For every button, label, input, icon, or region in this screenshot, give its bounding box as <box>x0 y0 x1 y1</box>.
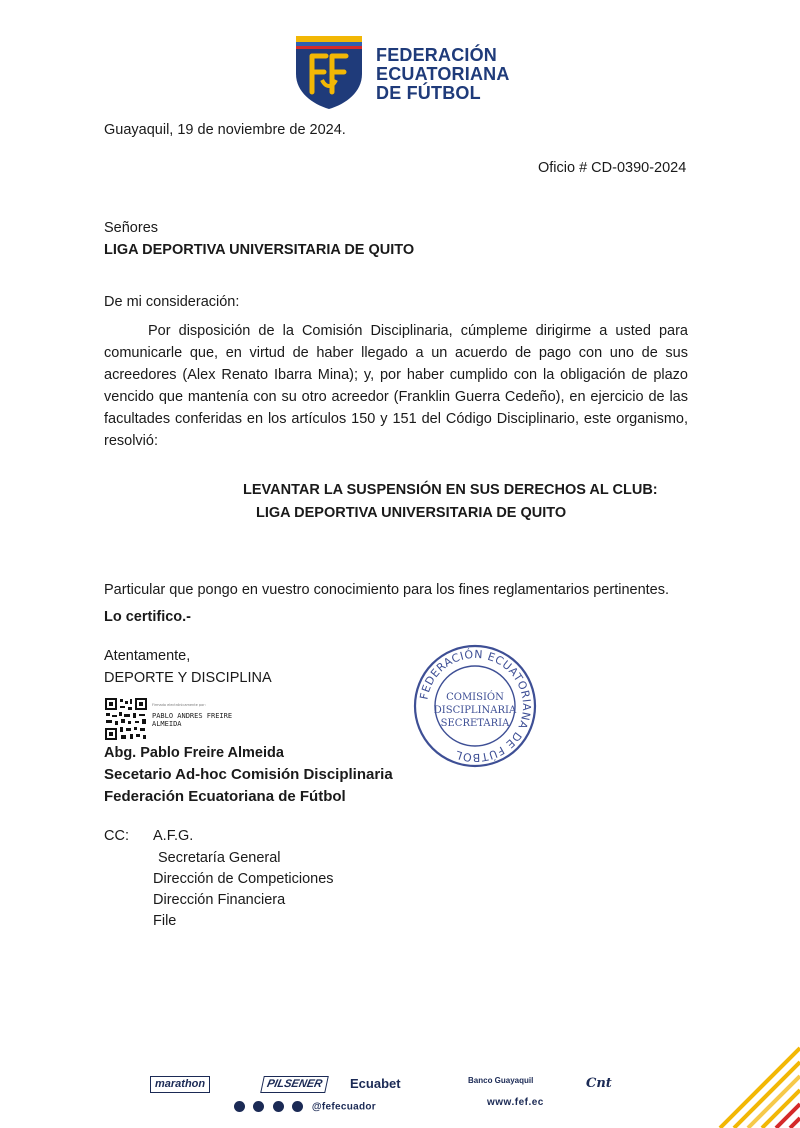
resolution-line-2: LIGA DEPORTIVA UNIVERSITARIA DE QUITO <box>256 505 567 521</box>
fef-shield-icon <box>292 30 366 110</box>
sponsor-banco-guayaquil: Banco Guayaquil <box>468 1076 534 1085</box>
signer-name: Abg. Pablo Freire Almeida <box>104 745 284 761</box>
cc-item: Secretaría General <box>158 850 281 866</box>
resolution-line-1: LEVANTAR LA SUSPENSIÓN EN SUS DERECHOS AL CLUB: <box>243 482 658 498</box>
signer-organization: Federación Ecuatoriana de Fútbol <box>104 788 346 805</box>
sponsor-marathon: marathon <box>150 1076 210 1093</box>
stamp-ring-text: FEDERACIÓN ECUATORIANA DE FÚTBOL <box>417 647 534 765</box>
digital-signer <box>152 712 232 728</box>
regards: Atentamente, <box>104 648 191 664</box>
twitter-icon <box>292 1101 303 1112</box>
decorative-stripes <box>690 1040 800 1128</box>
body-paragraph <box>104 320 688 452</box>
certify-text: Lo certifico.- <box>104 609 192 625</box>
instagram-icon <box>234 1101 245 1112</box>
closing-text: Particular que pongo en vuestro conocimiento para los fines reglamentarios pertinentes. <box>104 582 670 598</box>
social-handle: @fefecuador <box>311 1101 376 1113</box>
addressee: LIGA DEPORTIVA UNIVERSITARIA DE QUITO <box>104 242 415 258</box>
oficio-number: Oficio # CD-0390-2024 <box>538 160 687 176</box>
sponsor-bar <box>150 1075 650 1097</box>
sponsor-pilsener: PILSENER <box>260 1076 329 1093</box>
signer-title: Secetario Ad-hoc Comisión Disciplinaria <box>104 766 393 783</box>
cc-label: CC: <box>104 828 129 844</box>
signature-qr-code <box>104 697 148 741</box>
brand-line-2: ECUATORIANA <box>376 64 510 84</box>
brand-line-1: FEDERACIÓN <box>376 45 498 65</box>
youtube-icon <box>273 1101 284 1112</box>
stamp-line-2: DISCIPLINARIA <box>433 705 517 716</box>
commission-stamp <box>412 642 538 770</box>
stamp-line-1: COMISIÓN <box>446 692 504 703</box>
sponsor-cnt: Cnt <box>586 1076 612 1091</box>
body-text: Por disposición de la Comisión Disciplinaria, cúmpleme dirigirme a usted para comunicarle que, en virtud de haber llegado a un acuerdo de pago con uno de sus acreedores (Alex Renato Ibarra Mina); y, por haber cumplido con la obligación de plazo vencido que mantenía con su otro acreedor (Franklin Guerra Cedeño), en ejercicio de las facultades conferidas en los artículos 150 y 151 del Código Disciplinario, este organismo, resolvió: <box>104 323 688 449</box>
brand-line-3: DE FÚTBOL <box>376 83 481 103</box>
stamp-line-3: SECRETARIA <box>440 718 510 729</box>
cc-item: Dirección de Competiciones <box>153 871 334 887</box>
fef-logo <box>292 30 522 110</box>
digital-signer-line-1: PABLO ANDRES FREIRE <box>152 712 233 720</box>
social-links <box>234 1098 376 1112</box>
digital-signature-caption: Firmado electrónicamente por: <box>152 703 206 707</box>
salutation: Señores <box>104 220 159 236</box>
sponsor-ecuabet: Ecuabet <box>350 1076 401 1091</box>
place-date: Guayaquil, 19 de noviembre de 2024. <box>104 122 346 138</box>
digital-signer-line-2: ALMEIDA <box>152 720 182 728</box>
greeting: De mi consideración: <box>104 294 240 310</box>
cc-item: File <box>153 913 177 929</box>
brand-name <box>376 46 510 103</box>
website-link[interactable]: www.fef.ec <box>487 1097 544 1108</box>
motto: DEPORTE Y DISCIPLINA <box>104 670 272 686</box>
cc-item: A.F.G. <box>153 828 194 844</box>
facebook-icon <box>253 1101 264 1112</box>
cc-item: Dirección Financiera <box>153 892 286 908</box>
